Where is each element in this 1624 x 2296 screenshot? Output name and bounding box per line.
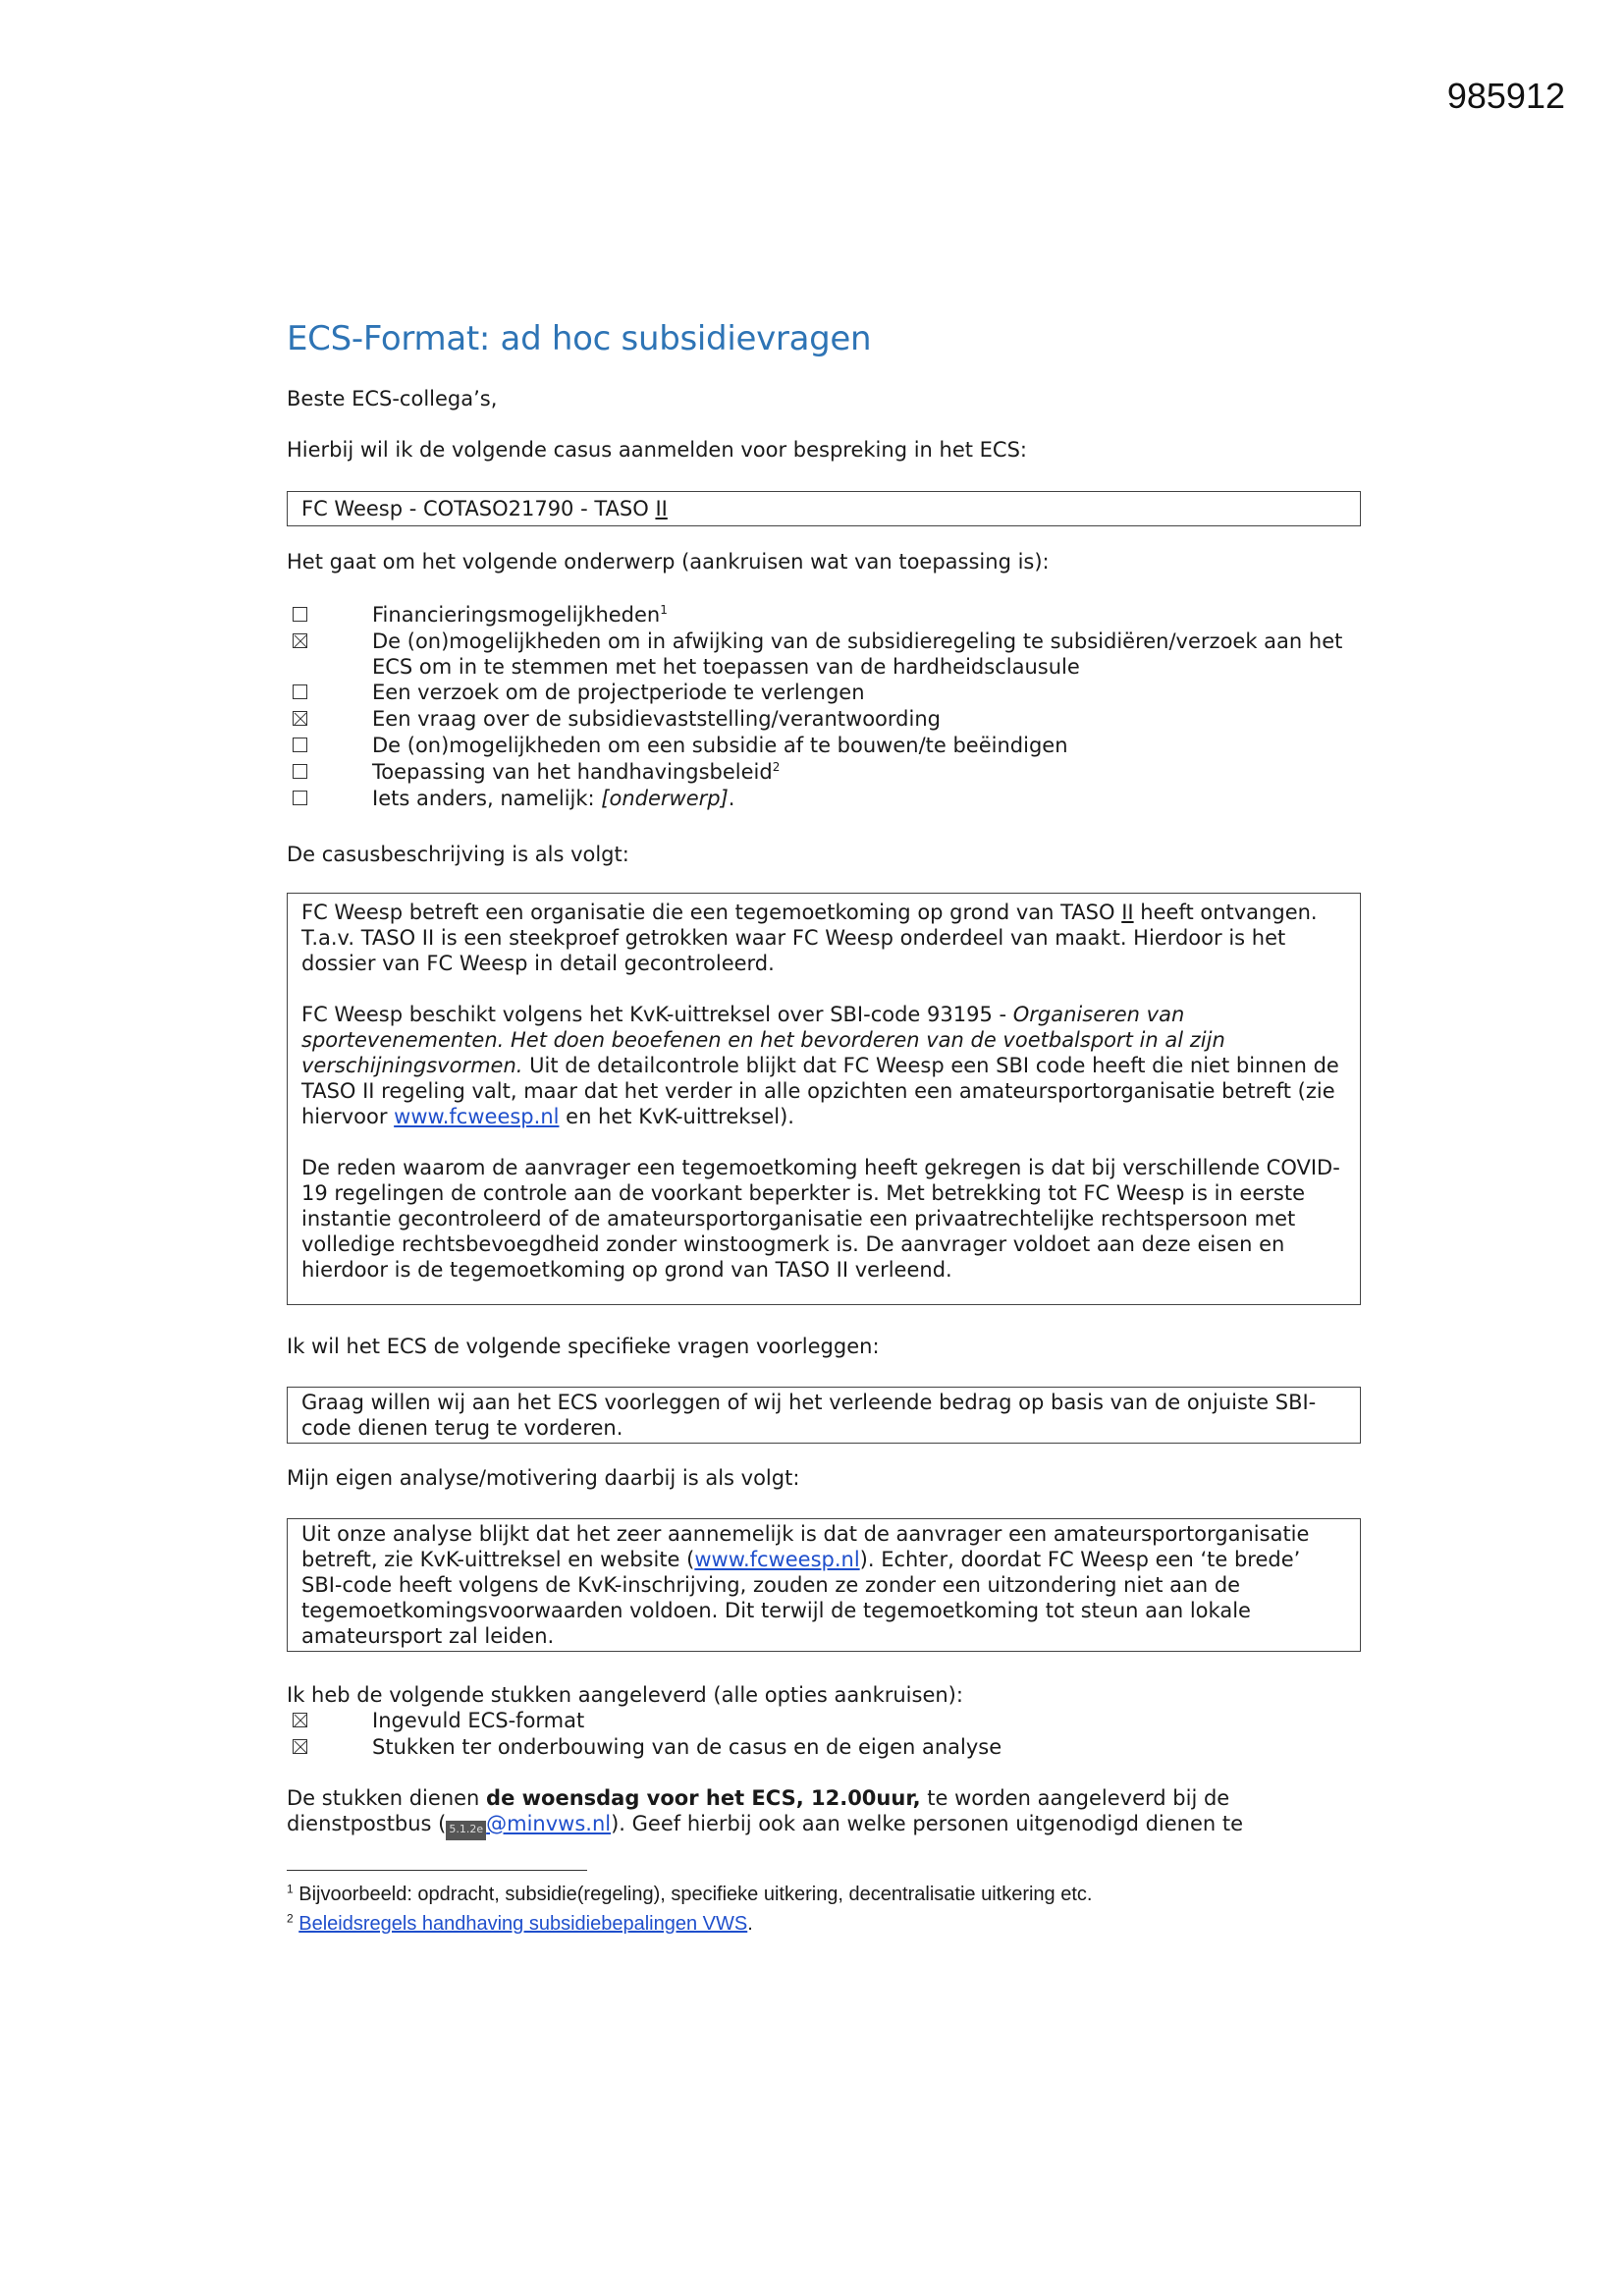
questions-text: Graag willen wij aan het ECS voorleggen of wij het verleende bedrag op basis van de onjuiste SBI-code dienen terug te vorderen. [301, 1391, 1317, 1440]
subject-intro: Het gaat om het volgende onderwerp (aankruisen wat van toepassing is): [287, 550, 1050, 574]
analysis-text: Uit onze analyse blijkt dat het zeer aannemelijk is dat de aanvrager een amateursportorganisatie betreft, zie KvK-uittreksel en website (www.fcweesp.nl). Echter, doordat FC Weesp een ‘te brede’ SBI-code heeft volgens de KvK-inschrijving, zouden ze zonder een uitzondering niet aan de tegemoetkomingsvoorwaarden voldoen. Dit terwijl de tegemoetkoming tot steun aan lokale amateursport zal leiden. [301, 1522, 1310, 1648]
description-box [287, 893, 1361, 1305]
document-number: 985912 [1446, 76, 1565, 116]
intro-text: Hierbij wil ik de volgende casus aanmelden voor bespreking in het ECS: [287, 438, 1027, 462]
footnote-2: $^2$ Beleidsregels handhaving subsidiebepalingen VWS. [287, 1911, 753, 1935]
description-paragraph-3: De reden waarom de aanvrager een tegemoetkoming heeft gekregen is dat bij verschillende COVID-19 regelingen de controle aan de voorkant beperkter is. Met betrekking tot FC Weesp is in eerste instantie gecontroleerd of de amateursportorganisatie een privaatrechtelijke rechtspersoon met volledige rechtsbevoegdheid zonder winstoogmerk is. De aanvrager voldoet aan deze eisen en hierdoor is de tegemoetkoming op grond van TASO II verleend. [301, 1156, 1340, 1282]
subject-item-financiering[interactable] [287, 602, 1367, 629]
empty-checkbox-icon[interactable] [293, 607, 307, 622]
case-id-underlined: II [655, 497, 668, 520]
subject-checklist [287, 602, 1367, 812]
footnote-1: $^1$ Bijvoorbeeld: opdracht, subsidie(regeling), specifieke uitkering, decentralisatie uitkering etc. [287, 1882, 1093, 1905]
document-item-stukken[interactable] [287, 1734, 1367, 1761]
checked-box-icon[interactable] [293, 633, 307, 648]
document-label: Stukken ter onderbouwing van de casus en de eigen analyse [372, 1735, 1002, 1759]
questions-box [287, 1387, 1361, 1444]
fcweesp-link[interactable]: www.fcweesp.nl [394, 1105, 560, 1128]
greeting: Beste ECS-collega’s, [287, 387, 498, 410]
subject-label: Een verzoek om de projectperiode te verlengen [372, 681, 865, 704]
description-paragraph-2: FC Weesp beschikt volgens het KvK-uittreksel over SBI-code 93195 - Organiseren van sportevenementen. Het doen beoefenen en het bevorderen van de voetbalsport in al zijn verschijningsvormen. Uit de detailcontrole blijkt dat FC Weesp een SBI code heeft die niet binnen de TASO II regeling valt, maar dat het verder in alle opzichten een amateursportorganisatie betreft (zie hiervoor www.fcweesp.nl en het KvK-uittreksel). [301, 1003, 1339, 1128]
case-id-text: FC Weesp - COTASO21790 - TASO [301, 497, 656, 520]
mailbox-link[interactable]: @minvws.nl [486, 1812, 612, 1835]
redaction-badge: 5.1.2e [446, 1821, 486, 1840]
deadline-text: De stukken dienen de woensdag voor het ECS, 12.00uur, te worden aangeleverd bij de dienstpostbus ( 5.1.2e @minvws.nl). Geef hierbij ook aan welke personen uitgenodigd dienen te [287, 1785, 1327, 1840]
documents-checklist [287, 1708, 1367, 1761]
subject-item-vaststelling[interactable] [287, 706, 1367, 733]
subject-label: De (on)mogelijkheden om in afwijking van de subsidieregeling te subsidiëren/verzoek aan het ECS om in te stemmen met het toepassen van de hardheidsclausule [372, 629, 1343, 679]
subject-label: De (on)mogelijkheden om een subsidie af te bouwen/te beëindigen [372, 734, 1068, 757]
subject-item-anders[interactable] [287, 786, 1367, 812]
page-title: ECS-Format: ad hoc subsidievragen [287, 319, 872, 358]
subject-label: Een vraag over de subsidievaststelling/verantwoording [372, 707, 941, 731]
description-paragraph-1: FC Weesp betreft een organisatie die een tegemoetkoming op grond van TASO II heeft ontvangen. T.a.v. TASO II is een steekproef getrokken waar FC Weesp onderdeel van maakt. Hierdoor is het dossier van FC Weesp in detail gecontroleerd. [301, 901, 1318, 975]
empty-checkbox-icon[interactable] [293, 791, 307, 805]
subject-item-hardheid[interactable] [287, 629, 1367, 680]
subject-item-afbouwen[interactable] [287, 733, 1367, 759]
checked-box-icon[interactable] [293, 711, 307, 726]
subject-label: Toepassing van het handhavingsbeleid$^2$ [372, 760, 781, 784]
analysis-intro: Mijn eigen analyse/motivering daarbij is als volgt: [287, 1466, 800, 1490]
description-intro: De casusbeschrijving is als volgt: [287, 843, 629, 866]
subject-item-verlengen[interactable] [287, 680, 1367, 706]
documents-intro: Ik heb de volgende stukken aangeleverd (alle opties aankruisen): [287, 1683, 963, 1707]
handhaving-policy-link[interactable]: Beleidsregels handhaving subsidiebepalingen VWS [298, 1913, 748, 1935]
empty-checkbox-icon[interactable] [293, 684, 307, 699]
document-item-format[interactable] [287, 1708, 1367, 1734]
subject-label: Iets anders, namelijk: [onderwerp]. [372, 787, 735, 810]
case-box [287, 491, 1361, 526]
subject-item-handhaving[interactable] [287, 759, 1367, 786]
empty-checkbox-icon[interactable] [293, 764, 307, 779]
document-label: Ingevuld ECS-format [372, 1709, 585, 1732]
empty-checkbox-icon[interactable] [293, 738, 307, 752]
subject-label: Financieringsmogelijkheden$^1$ [372, 603, 668, 627]
checked-box-icon[interactable] [293, 1739, 307, 1754]
questions-intro: Ik wil het ECS de volgende specifieke vragen voorleggen: [287, 1335, 880, 1358]
analysis-box [287, 1518, 1361, 1652]
checked-box-icon[interactable] [293, 1713, 307, 1727]
fcweesp-link[interactable]: www.fcweesp.nl [694, 1548, 860, 1571]
footnote-divider [287, 1870, 587, 1871]
